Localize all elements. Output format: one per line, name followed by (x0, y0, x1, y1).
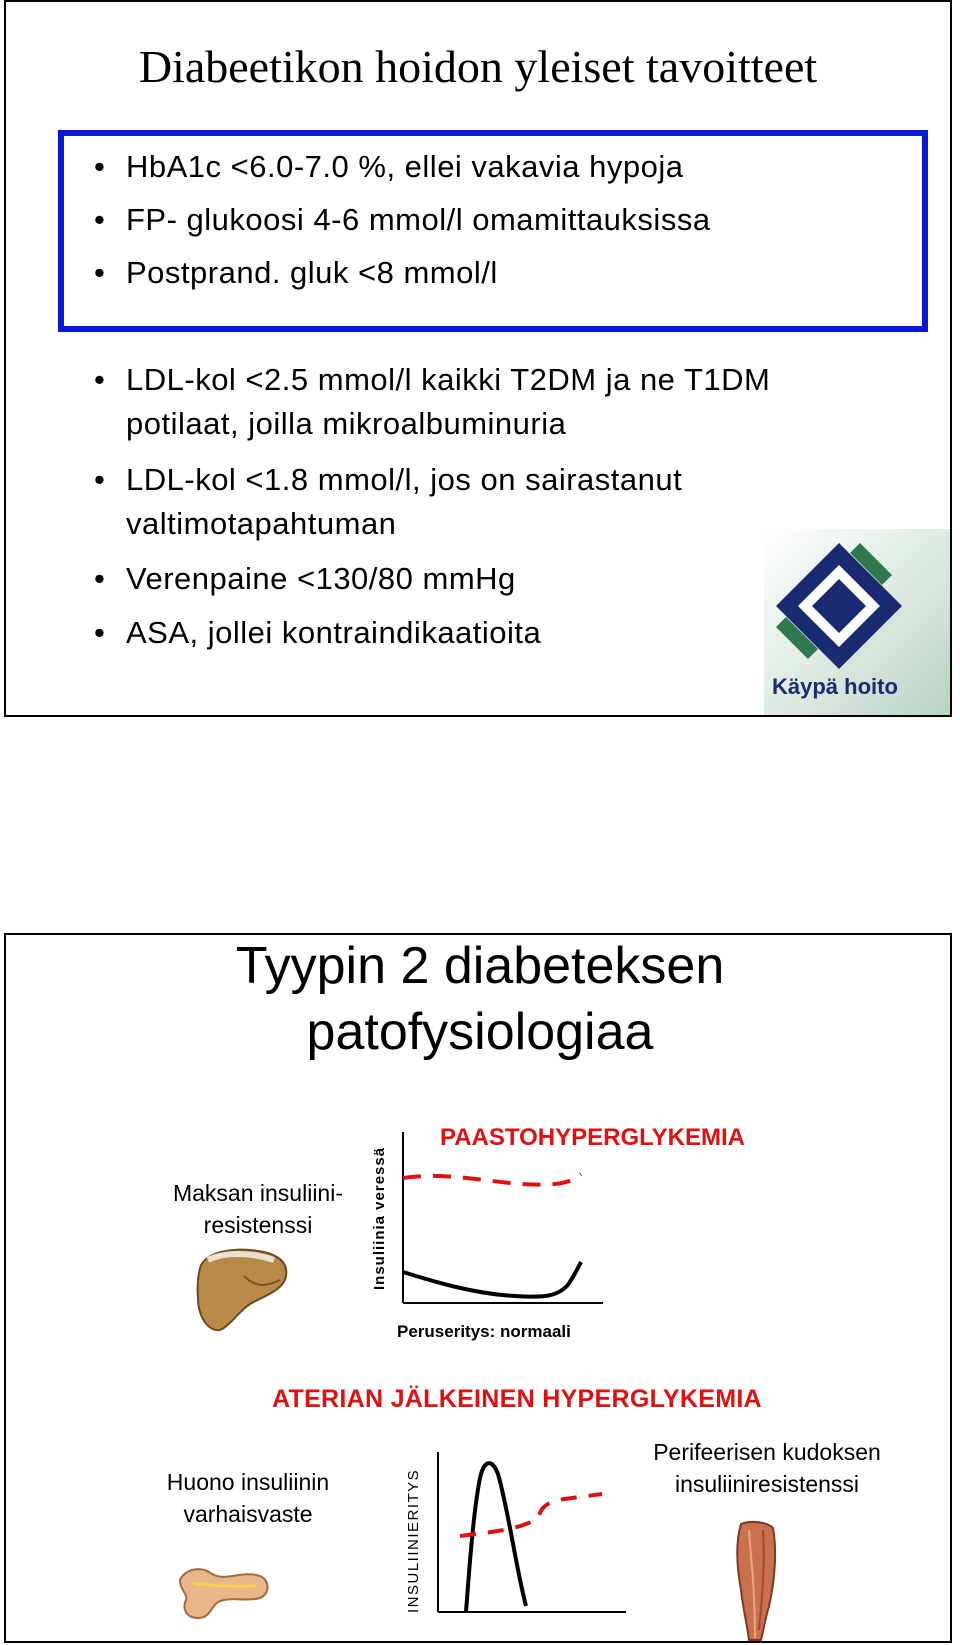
postprandial-y-axis-label: INSULIINIERITYS (405, 1468, 422, 1613)
slide2-title-line2: patofysiologiaa (306, 1003, 654, 1061)
postprandial-insulin-curve (466, 1463, 526, 1612)
bullet-dot: • (94, 202, 106, 237)
slide-title: Diabeetikon hoidon yleiset tavoitteet (138, 41, 818, 92)
slide2-title-line1: Tyypin 2 diabeteksen (235, 937, 725, 995)
box-bullet-postprandial: • Postprand. gluk <8 mmol/l (94, 251, 498, 295)
early-response-label: Huono insuliinin varhaisvaste (166, 1469, 330, 1527)
pancreas-icon (176, 1562, 272, 1622)
bullet-ldl-25: • LDL-kol <2.5 mmol/l kaikki T2DM ja ne T1DM potilaat, joilla mikroalbuminuria (94, 358, 770, 446)
fasting-glucose-curve (403, 1174, 581, 1185)
bullet-dot: • (94, 255, 106, 290)
box-bullet-fp-glucose: • FP- glukoosi 4-6 mmol/l omamittauksissa (94, 198, 711, 242)
bullet-dot: • (94, 615, 106, 650)
fasting-insulin-curve (403, 1262, 581, 1297)
fasting-chart (395, 1130, 615, 1310)
peripheral-resistance-label: Perifeerisen kudoksen insuliiniresistenssi (653, 1439, 881, 1497)
fasting-x-axis-label: Peruseritys: normaali (397, 1322, 571, 1341)
thigh-muscle-icon (733, 1520, 779, 1642)
bullet-dot: • (94, 462, 106, 497)
box-bullet-hba1c: • HbA1c <6.0-7.0 %, ellei vakavia hypoja (94, 145, 684, 189)
slide2-title (0, 933, 960, 1065)
bullet-dot: • (94, 561, 106, 596)
bullet-blood-pressure: • Verenpaine <130/80 mmHg (94, 557, 516, 601)
postprandial-hyperglycemia-heading: ATERIAN JÄLKEINEN HYPERGLYKEMIA (272, 1385, 762, 1413)
logo-text: Käypä hoito (772, 674, 898, 699)
kaypa-hoito-logo (764, 529, 950, 715)
bullet-dot: • (94, 149, 106, 184)
fasting-y-axis-label: Insuliinia veressä (371, 1146, 388, 1290)
bullet-asa: • ASA, jollei kontraindikaatioita (94, 611, 541, 655)
postprandial-chart (430, 1448, 630, 1618)
liver-resistance-label: Maksan insuliini- resistenssi (172, 1180, 343, 1238)
slide-treatment-goals (4, 0, 952, 717)
bullet-dot: • (94, 362, 106, 397)
postprandial-glucose-curve (460, 1494, 602, 1536)
fasting-hyperglycemia-heading: PAASTOHYPERGLYKEMIA (440, 1124, 745, 1151)
bullet-ldl-18: • LDL-kol <1.8 mmol/l, jos on sairastanut valtimotapahtuman (94, 458, 682, 546)
liver-icon (194, 1246, 290, 1332)
